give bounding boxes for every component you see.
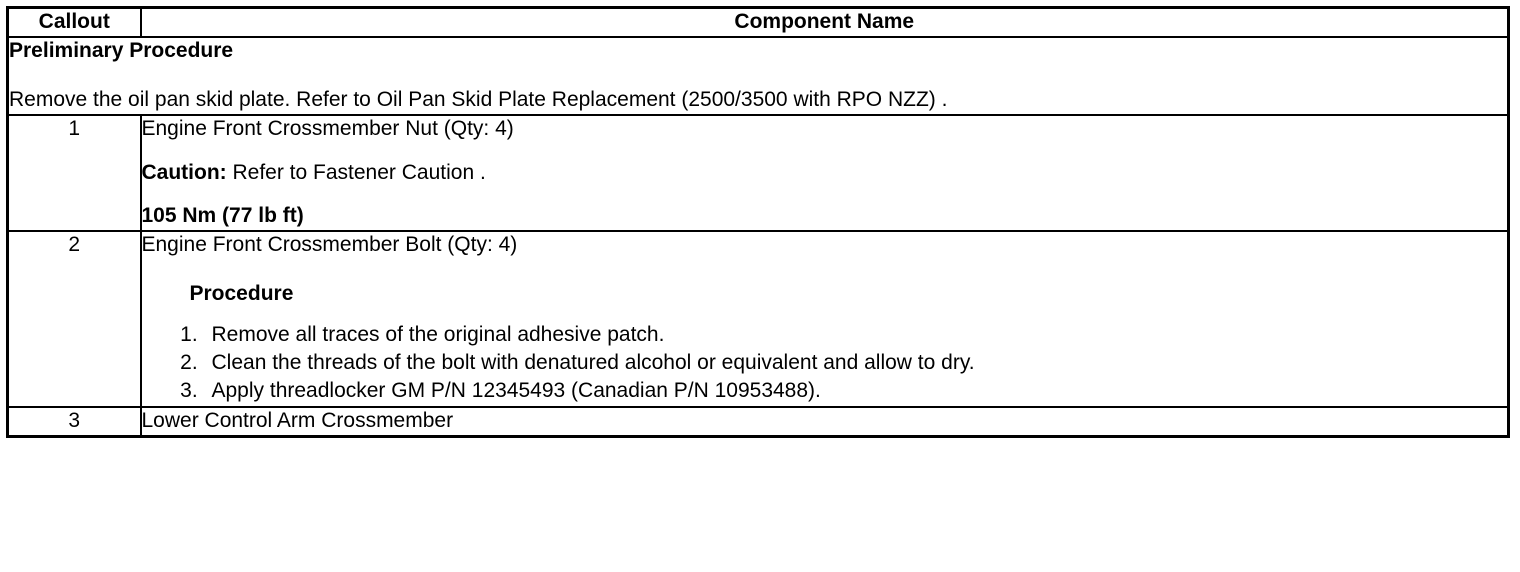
caution-label: Caution: bbox=[141, 160, 227, 184]
caution-text: Refer to Fastener Caution . bbox=[232, 160, 486, 184]
document-page bbox=[0, 6, 1520, 572]
preliminary-procedure-title: Preliminary Procedure bbox=[9, 38, 234, 62]
spacer bbox=[142, 186, 1508, 203]
torque-spec: 105 Nm (77 lb ft) bbox=[141, 204, 304, 228]
spacer bbox=[142, 259, 1508, 281]
table-row bbox=[8, 407, 1509, 436]
callout-number: 1 bbox=[8, 115, 141, 232]
callout-number: 2 bbox=[8, 231, 141, 406]
component-table bbox=[6, 6, 1510, 438]
component-details-cell bbox=[141, 231, 1509, 406]
list-item: 2. Clean the threads of the bolt with denatured alcohol or equivalent and allow to dry. bbox=[204, 350, 1508, 377]
callout-number: 3 bbox=[8, 407, 141, 436]
list-item: 1. Remove all traces of the original adhesive patch. bbox=[204, 322, 1508, 349]
table-row bbox=[8, 115, 1509, 232]
procedure-heading: Procedure bbox=[189, 282, 294, 306]
component-name: Lower Control Arm Crossmember bbox=[141, 407, 1509, 436]
spacer bbox=[142, 143, 1508, 160]
caution-note bbox=[142, 160, 1508, 187]
preliminary-procedure-text: Remove the oil pan skid plate. Refer to Oil Pan Skid Plate Replacement (2500/3500 with RPO NZZ) . bbox=[9, 87, 948, 111]
spacer bbox=[142, 308, 1508, 322]
preliminary-procedure-row bbox=[8, 37, 1509, 115]
component-details-cell bbox=[141, 115, 1509, 232]
preliminary-procedure-cell bbox=[8, 37, 1509, 115]
procedure-step-list bbox=[142, 322, 1508, 405]
column-header-component-name: Component Name bbox=[141, 8, 1509, 37]
component-name: Engine Front Crossmember Nut (Qty: 4) bbox=[141, 116, 514, 140]
table-header-row bbox=[8, 8, 1509, 37]
column-header-callout: Callout bbox=[8, 8, 141, 37]
list-item: 3. Apply threadlocker GM P/N 12345493 (Canadian P/N 10953488). bbox=[204, 378, 1508, 405]
component-name: Engine Front Crossmember Bolt (Qty: 4) bbox=[141, 233, 518, 257]
spacer bbox=[9, 65, 1507, 87]
table-row bbox=[8, 231, 1509, 406]
